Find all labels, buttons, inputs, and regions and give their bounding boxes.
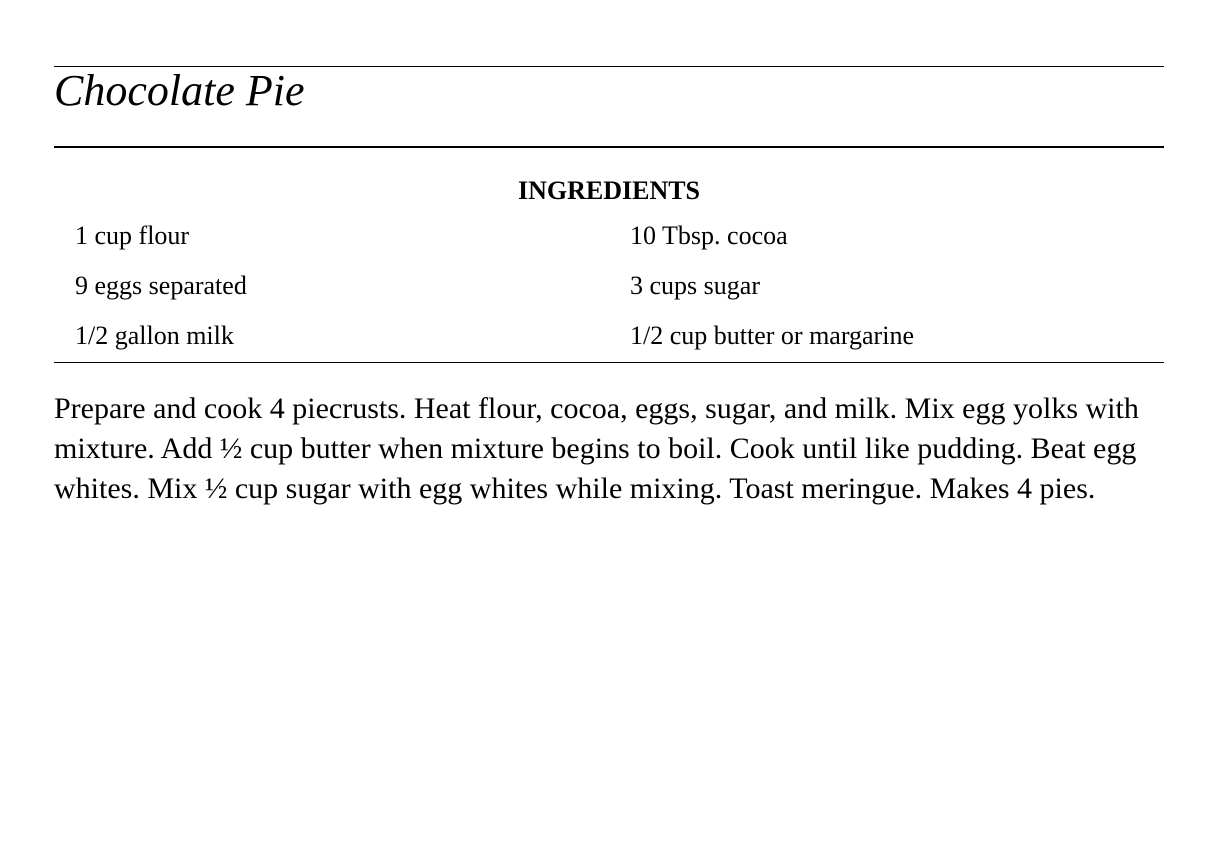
recipe-method: Prepare and cook 4 piecrusts. Heat flour, cocoa, eggs, sugar, and milk. Mix egg yolks with mixture. Add ½ cup butter when mixture begins to boil. Cook until like pudding. Beat egg whites. Mix ½ cup sugar with egg whites while mixing. Toast meringue. Makes 4 pies.: [54, 392, 1139, 505]
ingredient-item: 9 eggs separated: [75, 271, 247, 300]
title-divider: [54, 146, 1164, 148]
recipe-title: Chocolate Pie: [54, 66, 305, 115]
ingredients-divider: [54, 362, 1164, 363]
ingredients-list: [54, 211, 1164, 361]
recipe-card: [54, 66, 1164, 539]
ingredient-item: 1/2 cup butter or margarine: [630, 321, 914, 350]
ingredient-item: 1/2 gallon milk: [75, 321, 234, 350]
ingredient-item: 3 cups sugar: [630, 271, 760, 300]
ingredient-item: 10 Tbsp. cocoa: [630, 221, 788, 250]
ingredients-heading: INGREDIENTS: [517, 176, 701, 205]
ingredient-item: 1 cup flour: [75, 221, 190, 250]
